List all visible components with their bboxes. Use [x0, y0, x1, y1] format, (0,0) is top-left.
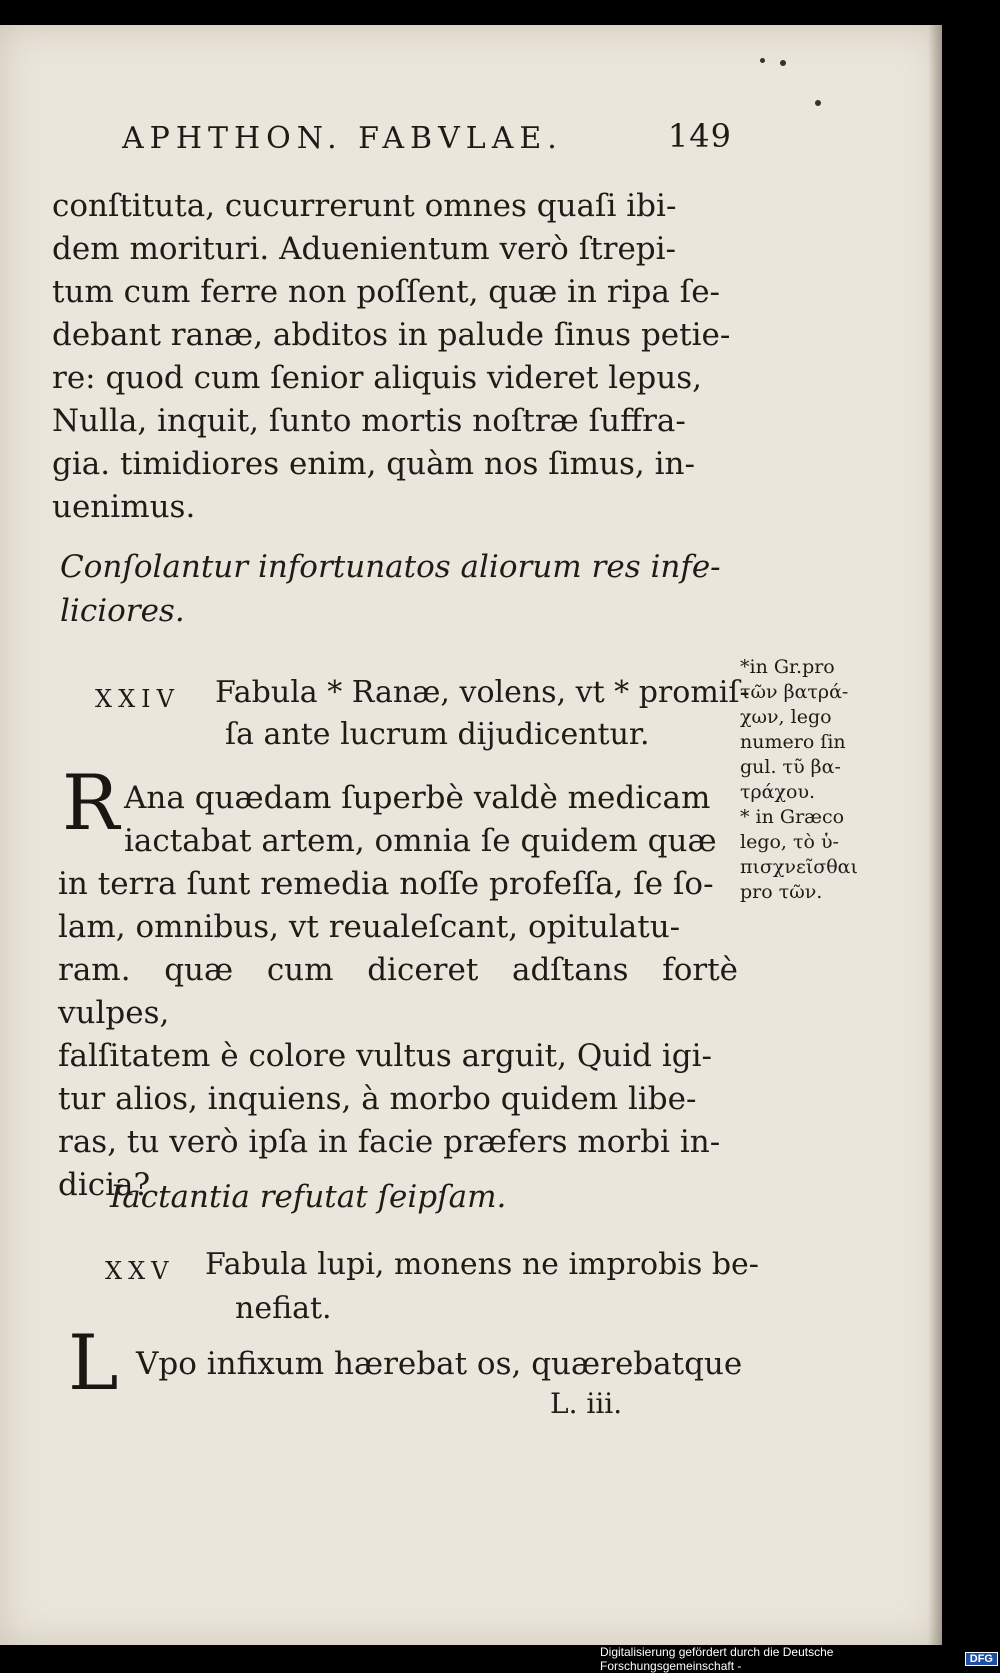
margin-note-line: gul. τῦ βα-: [740, 756, 841, 778]
fable-title-line: nefiat.: [235, 1291, 332, 1326]
moral-line: liciores.: [60, 593, 185, 629]
margin-note-line: πισχνεῖσθαι: [740, 856, 858, 878]
digitization-footer: [600, 1645, 998, 1673]
text-line: re: quod cum ſenior aliquis videret lepus,: [52, 360, 702, 396]
drop-cap-r: R: [62, 758, 120, 847]
header-title: APHTHON. FABVLAE.: [122, 121, 563, 156]
moral-2: Iactantia refutat ſeipſam.: [110, 1179, 507, 1215]
ink-spot: [815, 100, 821, 106]
text-line: lam, omnibus, vt reualeſcant, opitulatu-: [58, 909, 681, 945]
text-block-3: Vpo infixum hærebat os, quærebatque: [136, 1346, 743, 1382]
book-page: [0, 25, 942, 1645]
margin-note-line: χων, lego: [740, 706, 832, 728]
margin-note-line: numero ſin: [740, 731, 846, 753]
margin-note-line: * in Græco: [740, 806, 845, 828]
text-line: dem morituri. Aduenientum verò ſtrepi-: [52, 231, 677, 267]
margin-note-line: *in Gr.pro: [740, 656, 835, 678]
drop-cap-l: L: [68, 1318, 119, 1407]
text-line: uenimus.: [52, 489, 196, 525]
ink-spot: [760, 58, 765, 63]
text-line: Ana quædam ſuperbè valdè medicam: [124, 780, 711, 816]
text-line: gia. timidiores enim, quàm nos ſimus, in-: [52, 446, 695, 482]
margin-note-line: τράχου.: [740, 781, 816, 803]
fable-title-line: Fabula * Ranæ, volens, vt * promiſ-: [215, 675, 750, 710]
fable-title-line: ſa ante lucrum dijudicentur.: [225, 717, 650, 752]
moral-1: [60, 545, 750, 633]
text-block-2: [58, 777, 738, 1207]
ink-spot: [780, 60, 786, 66]
text-line: ram. quæ cum diceret adſtans fortè vulpes,: [58, 952, 738, 1031]
signature-mark: L. iii.: [550, 1387, 623, 1420]
moral-line: Conſolantur infortunatos aliorum res infe-: [60, 549, 721, 585]
text-line: conſtituta, cucurrerunt omnes quaſi ibi-: [52, 188, 677, 224]
page-edge-shadow: [928, 25, 942, 1645]
margin-note-line: τῶν βατρά-: [740, 681, 849, 703]
margin-note-line: pro τῶν.: [740, 881, 823, 903]
text-line: falſitatem è colore vultus arguit, Quid igi-: [58, 1038, 712, 1074]
running-header: [122, 113, 732, 163]
text-line: iactabat artem, omnia ſe quidem quæ: [124, 823, 717, 859]
footer-text: Digitalisierung gefördert durch die Deutsche Forschungsgemeinschaft -: [600, 1645, 834, 1673]
text-line: ras, tu verò ipſa in facie præfers morbi in-: [58, 1124, 721, 1160]
fable-title-line: Fabula lupi, monens ne improbis be-: [205, 1247, 759, 1282]
page-number: 149: [667, 117, 732, 155]
text-line: tur alios, inquiens, à morbo quidem libe-: [58, 1081, 697, 1117]
dfg-logo: DFG: [965, 1652, 998, 1666]
text-line: debant ranæ, abditos in palude ſinus petie-: [52, 317, 731, 353]
text-line: Nulla, inquit, ſunto mortis noſtræ ſuffra-: [52, 403, 686, 439]
text-line: dicia?: [58, 1167, 151, 1203]
margin-note-line: lego, τὸ ὑ-: [740, 831, 839, 853]
margin-notes: [740, 655, 860, 905]
text-line: in terra ſunt remedia noſſe profeſſa, ſe ſo-: [58, 866, 714, 902]
fable-number: XXIV: [95, 685, 180, 713]
fable-number: XXV: [105, 1257, 175, 1285]
text-line: tum cum ferre non poſſent, quæ in ripa ſe-: [52, 274, 721, 310]
text-block-1: [52, 185, 742, 529]
